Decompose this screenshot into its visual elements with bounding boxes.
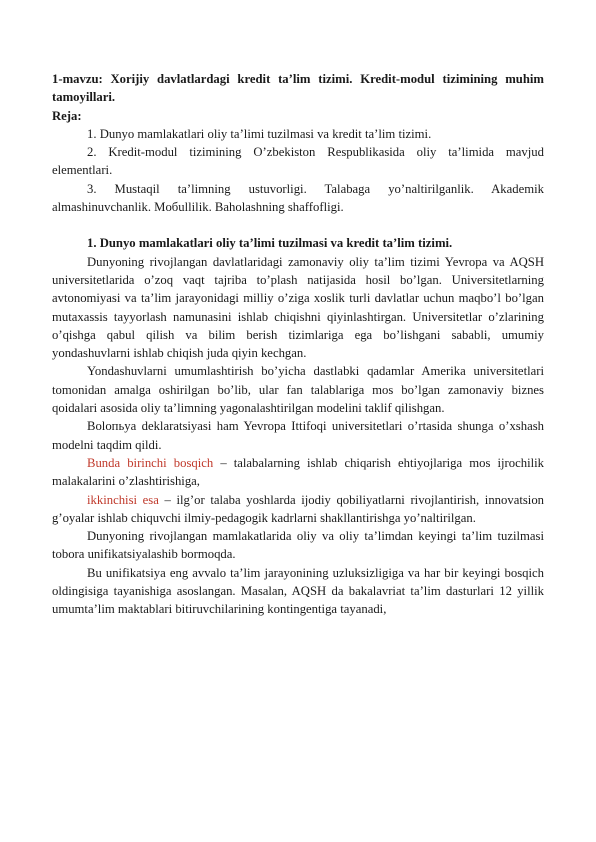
paragraph-stage-two <box>52 491 544 528</box>
paragraph: Dunyoning rivojlangan mamlakatlarida oliy va oliy ta’limdan keyingi ta’lim tuzilmasi tobora unifikatsiyalashib bormoqda. <box>52 529 544 562</box>
stage-two-text: – ilg’or talaba yoshlarda ijodiy qobiliyatlarni rivojlantirish, innovatsion g’oyalar ishlab chiquvchi ilmiy-pedagogik kadrlarni shakllantirishga yo’naltirilgan. <box>52 492 545 525</box>
document-page <box>52 70 544 619</box>
paragraph: Dunyoning rivojlangan davlatlaridagi zamonaviy oliy ta’lim tizimi Yevropa va AQSH universitetlarida o’zoq vaqt tajriba to’plash natijasida hosil bo’lgan. Universitetlarning avtonomiyasi va ta’lim jarayonidagi milliy o’ziga xoslik turli davlatlar uchun maqbo’l bo’lgan mutaxassis tayyorlash namunasini ishlab chiqishni qiyinlashtirgan. Universitetlar o’zlarining o’qishga qabul qilish va bilim berish tizimlariga ega bo’lishgani sababli, umumiy yondashuvlarni ishlab chiqish juda qiyin kechgan. <box>52 254 544 361</box>
plan-item: 3. Mustaqil ta’limning ustuvorligi. Talabaga yo’naltirilganlik. Akademik almashinuvchanlik. Moбullilik. Baholashning shaffofligi. <box>52 181 544 215</box>
section-heading: 1. Dunyo mamlakatlari oliy ta’limi tuzilmasi va kredit ta’lim tizimi. <box>87 236 453 251</box>
paragraph: Bu unifikatsiya eng avvalo ta’lim jarayonining uzluksizligiga va har bir keyingi bosqich oldingisiga tayanishiga asoslangan. Masalan, AQSH da bakalavriat ta’lim dasturlari 12 yillik umumta’lim maktablari bitiruvchilarining kontingentiga tayanadi, <box>52 565 544 617</box>
stage-one-text: – talabalarning ishlab chiqarish ehtiyojlariga mos ijrochilik malakalarini o’zlashtirishiga, <box>52 455 544 489</box>
paragraph: Boloпьya deklaratsiyasi ham Yevropa Ittifoqi universitetlari o’rtasida shunga o’xshash modelni taqdim qildi. <box>52 419 544 452</box>
plan-item: 1. Dunyo mamlakatlari oliy ta’limi tuzilmasi va kredit ta’lim tizimi. <box>87 126 432 141</box>
highlight-stage-two: ikkinchisi esa <box>87 492 159 507</box>
plan-label: Reja: <box>52 108 82 123</box>
spacer <box>52 216 544 234</box>
paragraph-stage-one <box>52 454 544 491</box>
document-title: 1-mavzu: Xorijiy davlatlardagi kredit ta’lim tizimi. Kredit-modul tizimining muhim tamoyillari. <box>52 72 544 105</box>
highlight-stage-one: Bunda birinchi bosqich <box>87 455 214 470</box>
paragraph: Yondashuvlarni umumlashtirish bo’yicha dastlabki qadamlar Amerika universitetlari tomonidan amalga oshirilgan bo’lib, ular fan talablariga mos bo’lgan zamonaviy biznes qoidalari asosida oliy ta’limning yagonalashtirilgan modelini taklif qilishgan. <box>52 364 544 416</box>
plan-item: 2. Kredit-modul tizimining O’zbekiston Respublikasida oliy ta’limida mavjud elementlari. <box>52 145 544 178</box>
